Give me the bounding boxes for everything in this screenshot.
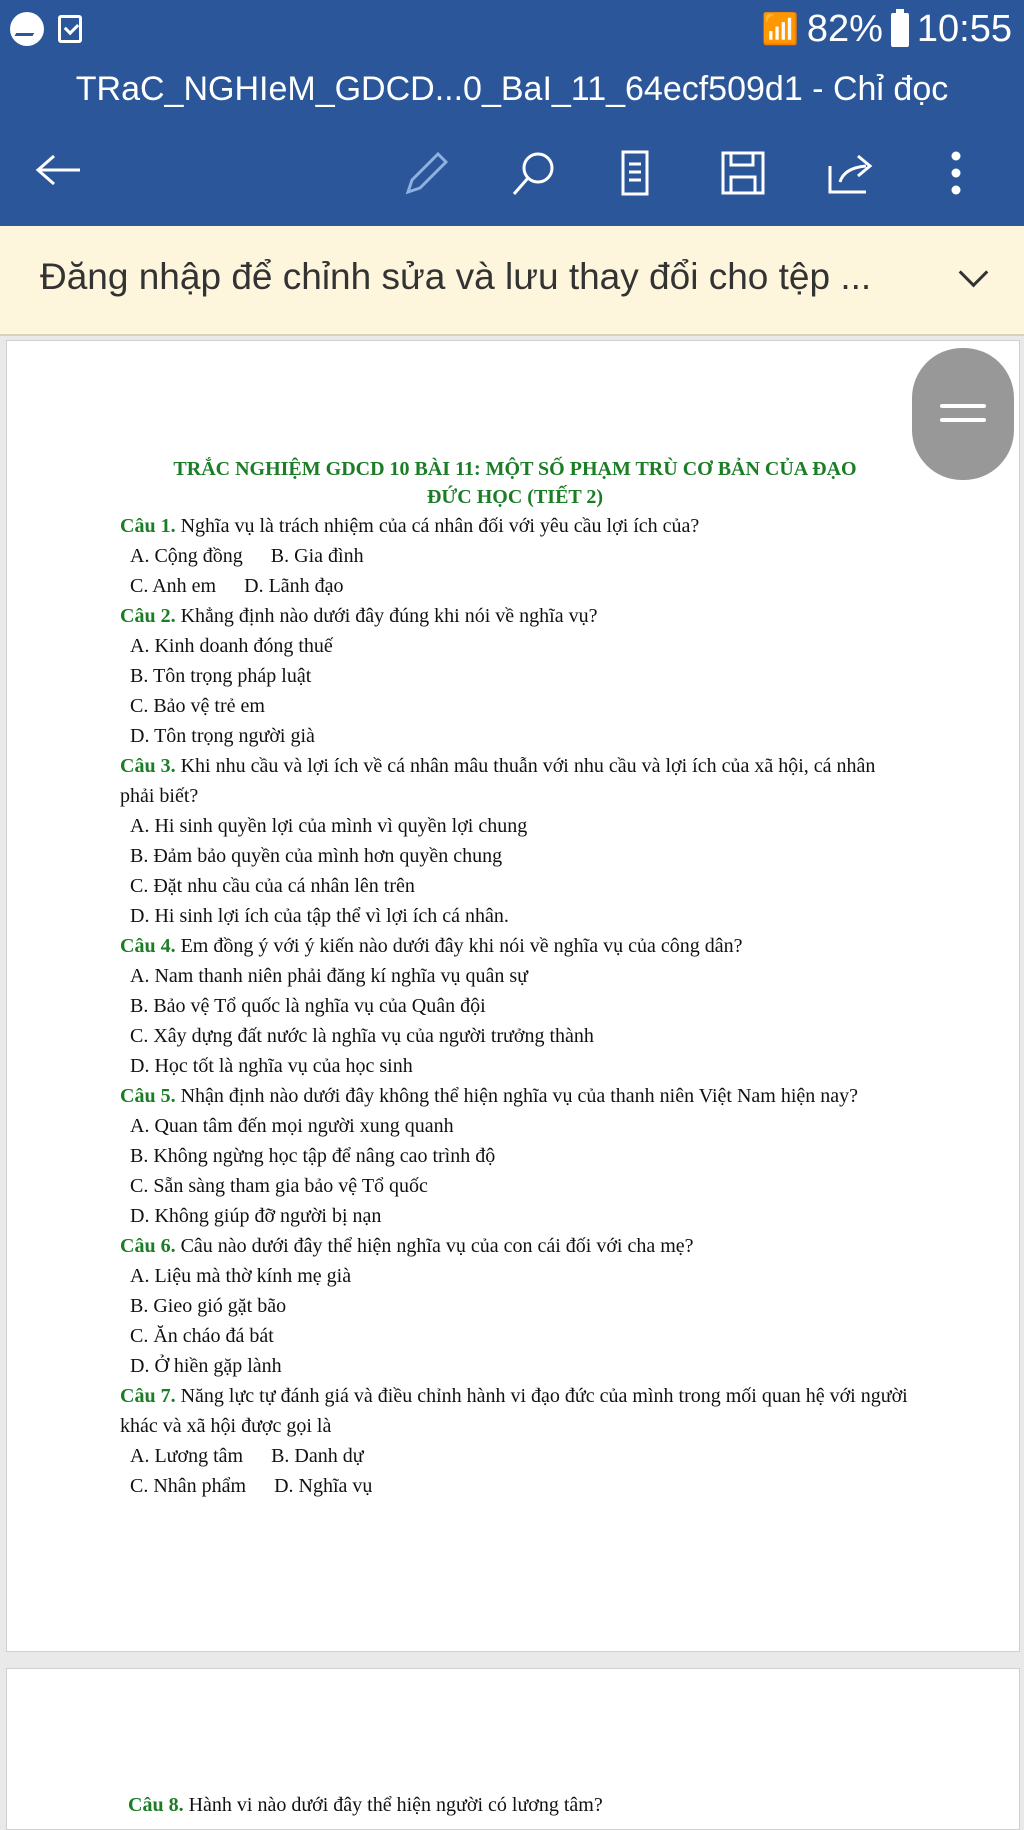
status-bar <box>0 0 1024 62</box>
question-text: Khi nhu cầu và lợi ích về cá nhân mâu thuẫn với nhu cầu và lợi ích của xã hội, cá nhân phải biết? <box>120 755 876 807</box>
question-line <box>120 1081 910 1111</box>
answer-option: D. Tôn trọng người già <box>130 725 315 747</box>
question-number: Câu 1. <box>120 515 176 537</box>
question-8 <box>128 1794 603 1817</box>
battery-percent: 82% <box>806 8 883 50</box>
answer-option: A. Kinh doanh đóng thuế <box>130 635 333 657</box>
question-text: Nhận định nào dưới đây không thể hiện nghĩa vụ của thanh niên Việt Nam hiện nay? <box>180 1085 859 1107</box>
question-7 <box>120 1381 910 1501</box>
question-line <box>120 1381 910 1441</box>
question-number: Câu 8. <box>128 1794 184 1816</box>
question-list <box>120 511 910 1501</box>
heading-line-2: ĐỨC HỌC (TIẾT 2) <box>426 486 604 508</box>
question-number: Câu 2. <box>120 605 176 627</box>
answer-option: C. Ăn cháo đá bát <box>130 1325 274 1347</box>
answer-option: C. Anh em <box>130 575 217 597</box>
share-icon[interactable] <box>826 150 876 196</box>
clock: 10:55 <box>916 8 1012 50</box>
answer-option: A. Quan tâm đến mọi người xung quanh <box>130 1115 454 1137</box>
answer-option: B. Gieo gió gặt bão <box>130 1295 287 1317</box>
question-text: Hành vi nào dưới đây thể hiện người có lương tâm? <box>188 1794 603 1816</box>
question-4 <box>120 931 910 1081</box>
question-number: Câu 4. <box>120 935 176 957</box>
answer-option: A. Hi sinh quyền lợi của mình vì quyền lợi chung <box>130 815 528 837</box>
answer-option: B. Gia đình <box>270 545 364 567</box>
option-row <box>120 1471 910 1501</box>
answer-option: D. Hi sinh lợi ích của tập thể vì lợi ích cá nhân. <box>130 905 509 927</box>
document-heading <box>120 455 910 511</box>
option-row <box>120 541 910 571</box>
question-text: Em đồng ý với ý kiến nào dưới đây khi nói về nghĩa vụ của công dân? <box>180 935 743 957</box>
question-1 <box>120 511 910 601</box>
answer-option: A. Nam thanh niên phải đăng kí nghĩa vụ quân sự <box>130 965 528 987</box>
answer-option: C. Bảo vệ trẻ em <box>130 695 265 717</box>
question-line <box>120 1231 910 1261</box>
answer-option: B. Không ngừng học tập để nâng cao trình độ <box>130 1145 496 1167</box>
answer-option: D. Lãnh đạo <box>244 575 344 597</box>
question-5 <box>120 1081 910 1231</box>
answer-option: A. Liệu mà thờ kính mẹ già <box>130 1265 352 1287</box>
question-3 <box>120 751 910 931</box>
question-line <box>120 931 910 961</box>
question-text: Năng lực tự đánh giá và điều chỉnh hành vi đạo đức của mình trong mối quan hệ với người khác và xã hội được gọi là <box>120 1385 908 1437</box>
back-icon[interactable] <box>34 150 84 190</box>
option-row <box>120 571 910 601</box>
reading-view-icon[interactable] <box>620 150 650 196</box>
question-line <box>120 511 910 541</box>
heading-line-1: TRẮC NGHIỆM GDCD 10 BÀI 11: MỘT SỐ PHẠM TRÙ CƠ BẢN CỦA ĐẠO <box>173 458 857 480</box>
answer-option: D. Không giúp đỡ người bị nạn <box>130 1205 382 1227</box>
question-number: Câu 3. <box>120 755 176 777</box>
edit-pencil-icon[interactable] <box>402 150 450 198</box>
question-2 <box>120 601 910 751</box>
checklist-icon <box>58 15 82 43</box>
question-text: Khẳng định nào dưới đây đúng khi nói về nghĩa vụ? <box>180 605 598 627</box>
answer-option: C. Xây dựng đất nước là nghĩa vụ của người trưởng thành <box>130 1025 594 1047</box>
question-line <box>120 751 910 811</box>
battery-icon <box>891 13 909 47</box>
question-number: Câu 5. <box>120 1085 176 1107</box>
answer-option: D. Nghĩa vụ <box>274 1475 373 1497</box>
save-icon[interactable] <box>720 150 766 196</box>
question-number: Câu 7. <box>120 1385 176 1407</box>
messenger-icon <box>10 12 44 46</box>
banner-text: Đăng nhập để chỉnh sửa và lưu thay đổi cho tệp ... <box>40 256 872 297</box>
answer-option: D. Học tốt là nghĩa vụ của học sinh <box>130 1055 413 1077</box>
answer-option: B. Tôn trọng pháp luật <box>130 665 312 687</box>
option-row <box>120 1441 910 1471</box>
answer-option: C. Đặt nhu cầu của cá nhân lên trên <box>130 875 415 897</box>
wifi-icon: 📶 <box>761 13 799 46</box>
question-number: Câu 6. <box>120 1235 176 1257</box>
answer-option: A. Lương tâm <box>130 1445 244 1467</box>
document-content <box>120 455 910 1501</box>
question-line <box>120 601 910 631</box>
answer-option: D. Ở hiền gặp lành <box>130 1355 282 1377</box>
answer-option: B. Bảo vệ Tổ quốc là nghĩa vụ của Quân đội <box>130 995 486 1017</box>
more-options-icon[interactable] <box>946 150 966 196</box>
answer-option: B. Đảm bảo quyền của mình hơn quyền chung <box>130 845 503 867</box>
answer-option: A. Cộng đồng <box>130 545 243 567</box>
question-text: Câu nào dưới đây thể hiện nghĩa vụ của con cái đối với cha mẹ? <box>180 1235 694 1257</box>
question-text: Nghĩa vụ là trách nhiệm của cá nhân đối với yêu cầu lợi ích của? <box>180 515 700 537</box>
answer-option: C. Sẵn sàng tham gia bảo vệ Tổ quốc <box>130 1175 428 1197</box>
answer-option: C. Nhân phẩm <box>130 1475 247 1497</box>
document-title: TRaC_NGHIeM_GDCD...0_BaI_11_64ecf509d1 - Chỉ đọc <box>75 70 949 108</box>
question-6 <box>120 1231 910 1381</box>
answer-option: B. Danh dự <box>271 1445 364 1467</box>
search-icon[interactable] <box>510 150 558 198</box>
scrollbar-thumb[interactable] <box>912 348 1014 480</box>
